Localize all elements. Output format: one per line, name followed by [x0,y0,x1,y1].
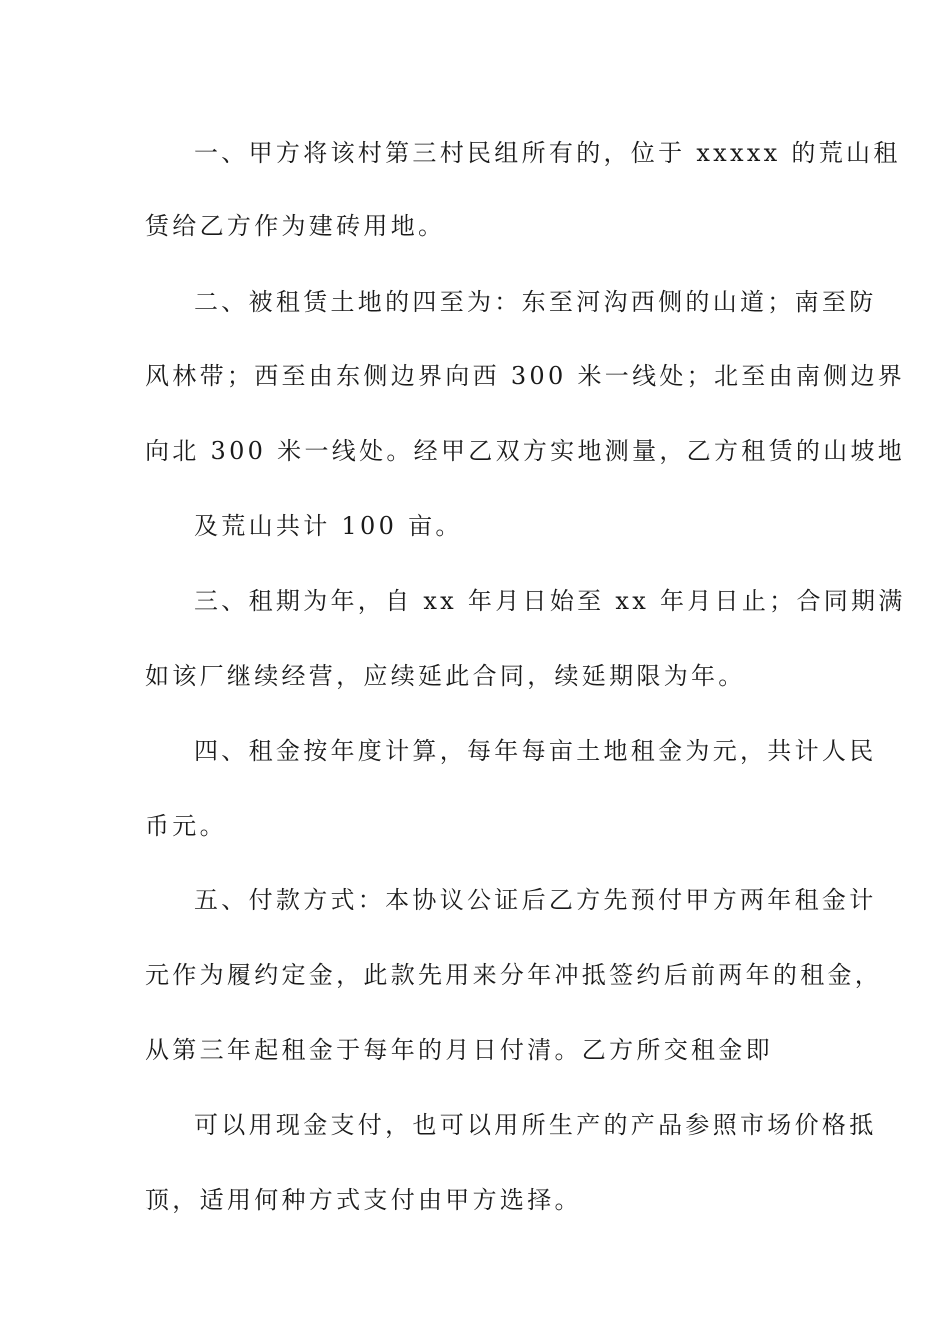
clause-4-line-1: 四、租金按年度计算，每年每亩土地租金为元，共计人民 [194,737,877,765]
clause-2-line-3: 向北 300 米一线处。经甲乙双方实地测量，乙方租赁的山坡地 [145,437,906,465]
clause-5-line-3: 从第三年起租金于每年的月日付清。乙方所交租金即 [145,1036,773,1064]
clause-3-line-1: 三、租期为年，自 xx 年月日始至 xx 年月日止；合同期满 [194,587,906,615]
clause-4-line-2: 币元。 [145,812,227,840]
clause-5-line-4: 可以用现金支付，也可以用所生产的产品参照市场价格抵 [194,1111,877,1139]
clause-1-line-1: 一、甲方将该村第三村民组所有的，位于 xxxxx 的荒山租 [194,139,901,167]
clause-5-line-5: 顶，适用何种方式支付由甲方选择。 [145,1186,582,1214]
clause-2-line-2: 风林带；西至由东侧边界向西 300 米一线处；北至由南侧边界 [145,362,906,390]
clause-3-line-2: 如该厂继续经营，应续延此合同，续延期限为年。 [145,662,746,690]
clause-2-line-1: 二、被租赁土地的四至为：东至河沟西侧的山道；南至防 [194,288,877,316]
clause-5-line-2: 元作为履约定金，此款先用来分年冲抵签约后前两年的租金， [145,961,883,989]
clause-1-line-2: 赁给乙方作为建砖用地。 [145,212,446,240]
clause-5-line-1: 五、付款方式：本协议公证后乙方先预付甲方两年租金计 [194,886,877,914]
clause-2-line-4: 及荒山共计 100 亩。 [194,512,463,540]
